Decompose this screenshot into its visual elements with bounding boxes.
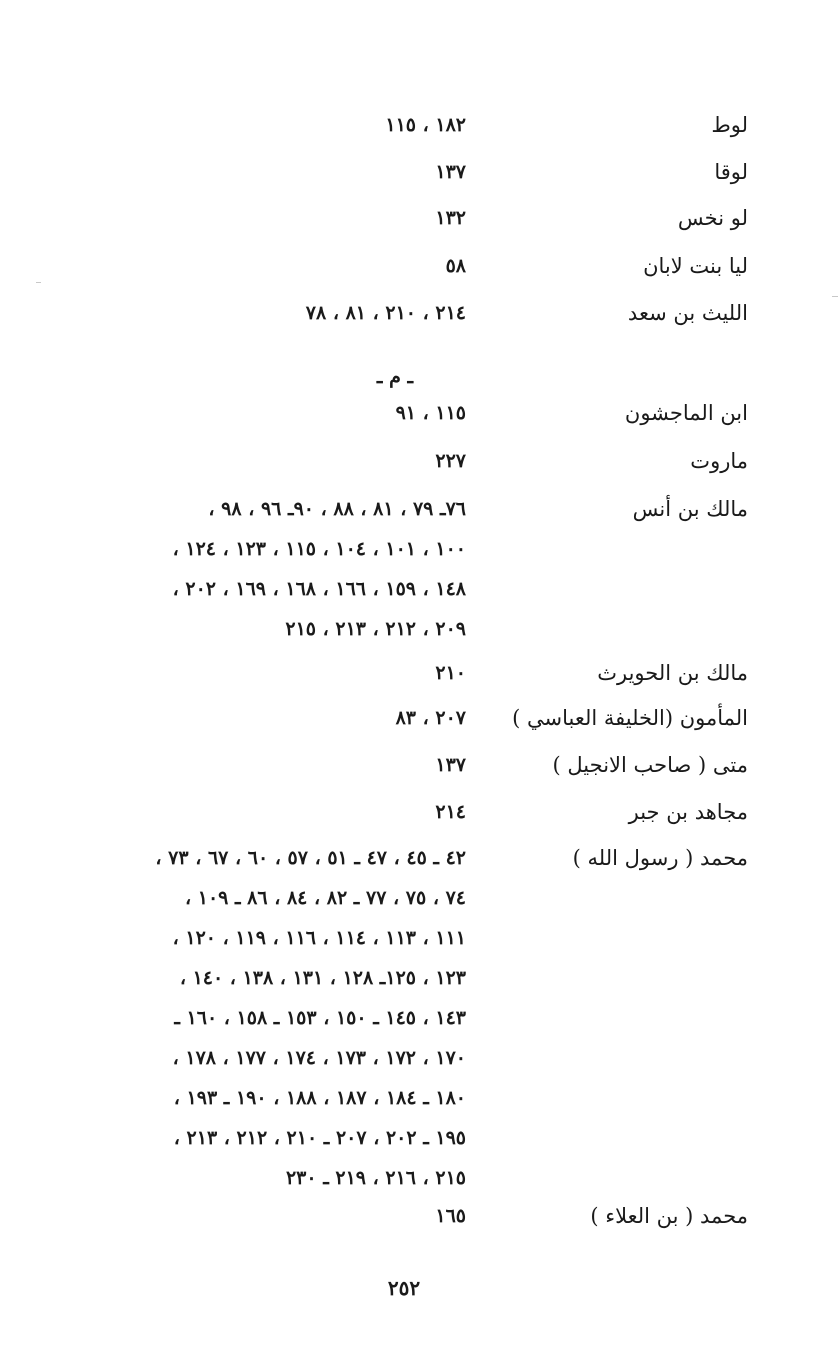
entry-pages-line: ١٨٠ ـ ١٨٤ ، ١٨٧ ، ١٨٨ ، ١٩٠ ـ ١٩٣ ، bbox=[173, 1087, 466, 1109]
entry-pages-line: ١٢٣ ، ١٢٥ـ ١٢٨ ، ١٣١ ، ١٣٨ ، ١٤٠ ، bbox=[179, 967, 466, 989]
entry-pages bbox=[155, 843, 466, 1203]
entry-name: الليث بن سعد bbox=[627, 301, 748, 325]
entry-pages bbox=[435, 157, 466, 197]
entry-pages bbox=[446, 251, 466, 291]
entry-name: متى ( صاحب الانجيل ) bbox=[552, 753, 748, 777]
entry-pages-line: ٢٠٧ ، ٨٣ bbox=[395, 707, 466, 729]
entry-pages-line: ١٣٧ bbox=[435, 161, 466, 183]
entry-name: ماروت bbox=[690, 449, 748, 473]
entry-pages bbox=[396, 398, 466, 438]
entry-pages-line: ١١١ ، ١١٣ ، ١١٤ ، ١١٦ ، ١١٩ ، ١٢٠ ، bbox=[172, 927, 466, 949]
entry-pages bbox=[435, 1201, 466, 1241]
entry-pages bbox=[435, 797, 466, 837]
entry-pages bbox=[435, 658, 466, 698]
entry-name: ليا بنت لابان bbox=[643, 254, 748, 278]
entry-pages-line: ٢٠٩ ، ٢١٢ ، ٢١٣ ، ٢١٥ bbox=[285, 618, 466, 640]
entry-pages-line: ٧٤ ، ٧٥ ، ٧٧ ـ ٨٢ ، ٨٤ ، ٨٦ ـ ١٠٩ ، bbox=[185, 887, 466, 909]
entry-name: محمد ( رسول الله ) bbox=[572, 846, 748, 870]
entry-pages-line: ٢١٤ bbox=[435, 801, 466, 823]
entry-name: لوقا bbox=[714, 160, 748, 184]
entry-pages-line: ٢٢٧ bbox=[435, 450, 466, 472]
scan-mark bbox=[36, 282, 41, 283]
entry-pages bbox=[306, 298, 466, 338]
entry-pages bbox=[435, 750, 466, 790]
entry-pages-line: ١٣٧ bbox=[435, 754, 466, 776]
entry-name: ابن الماجشون bbox=[624, 401, 748, 425]
entry-name: لو نخس bbox=[677, 206, 748, 230]
entry-pages-line: ١٩٥ ـ ٢٠٢ ، ٢٠٧ ـ ٢١٠ ، ٢١٢ ، ٢١٣ ، bbox=[173, 1127, 466, 1149]
scan-mark bbox=[832, 296, 838, 297]
entry-pages bbox=[396, 703, 466, 743]
entry-pages-line: ٤٢ ـ ٤٥ ، ٤٧ ـ ٥١ ، ٥٧ ، ٦٠ ، ٦٧ ، ٧٣ ، bbox=[155, 847, 466, 869]
entry-pages-line: ١٦٥ bbox=[435, 1205, 466, 1227]
entry-name: مالك بن أنس bbox=[632, 497, 748, 521]
entry-pages-line: ٥٨ bbox=[445, 255, 466, 277]
entry-pages-line: ١٠٠ ، ١٠١ ، ١٠٤ ، ١١٥ ، ١٢٣ ، ١٢٤ ، bbox=[172, 538, 466, 560]
entry-pages-line: ١٤٣ ، ١٤٥ ـ ١٥٠ ، ١٥٣ ـ ١٥٨ ، ١٦٠ ـ bbox=[174, 1007, 466, 1029]
entry-pages-line: ١٧٠ ، ١٧٢ ، ١٧٣ ، ١٧٤ ، ١٧٧ ، ١٧٨ ، bbox=[172, 1047, 466, 1069]
entry-pages-line: ٧٦ـ ٧٩ ، ٨١ ، ٨٨ ، ٩٠ـ ٩٦ ، ٩٨ ، bbox=[208, 498, 466, 520]
entry-pages-line: ٢١٤ ، ٢١٠ ، ٨١ ، ٧٨ bbox=[305, 302, 466, 324]
entry-pages bbox=[385, 110, 466, 150]
page-number: ٢٥٢ bbox=[387, 1276, 421, 1300]
entry-name: مجاهد بن جبر bbox=[628, 800, 748, 824]
entry-name: محمد ( بن العلاء ) bbox=[590, 1204, 748, 1228]
entry-pages bbox=[435, 446, 466, 486]
entry-pages-line: ١١٥ ، ٩١ bbox=[395, 402, 466, 424]
entry-name: المأمون (الخليفة العباسي ) bbox=[512, 706, 748, 730]
entry-name: لوط bbox=[711, 113, 748, 137]
entry-pages-line: ٢١٠ bbox=[435, 662, 466, 684]
entry-pages bbox=[173, 494, 466, 654]
section-heading-mim: ـ م ـ bbox=[376, 366, 414, 388]
entry-name: مالك بن الحويرث bbox=[597, 661, 748, 685]
entry-pages-line: ١٤٨ ، ١٥٩ ، ١٦٦ ، ١٦٨ ، ١٦٩ ، ٢٠٢ ، bbox=[172, 578, 466, 600]
entry-pages bbox=[435, 203, 466, 243]
entry-pages-line: ١٣٢ bbox=[435, 207, 466, 229]
entry-pages-line: ١٨٢ ، ١١٥ bbox=[385, 114, 466, 136]
entry-pages-line: ٢١٥ ، ٢١٦ ، ٢١٩ ـ ٢٣٠ bbox=[285, 1167, 466, 1189]
